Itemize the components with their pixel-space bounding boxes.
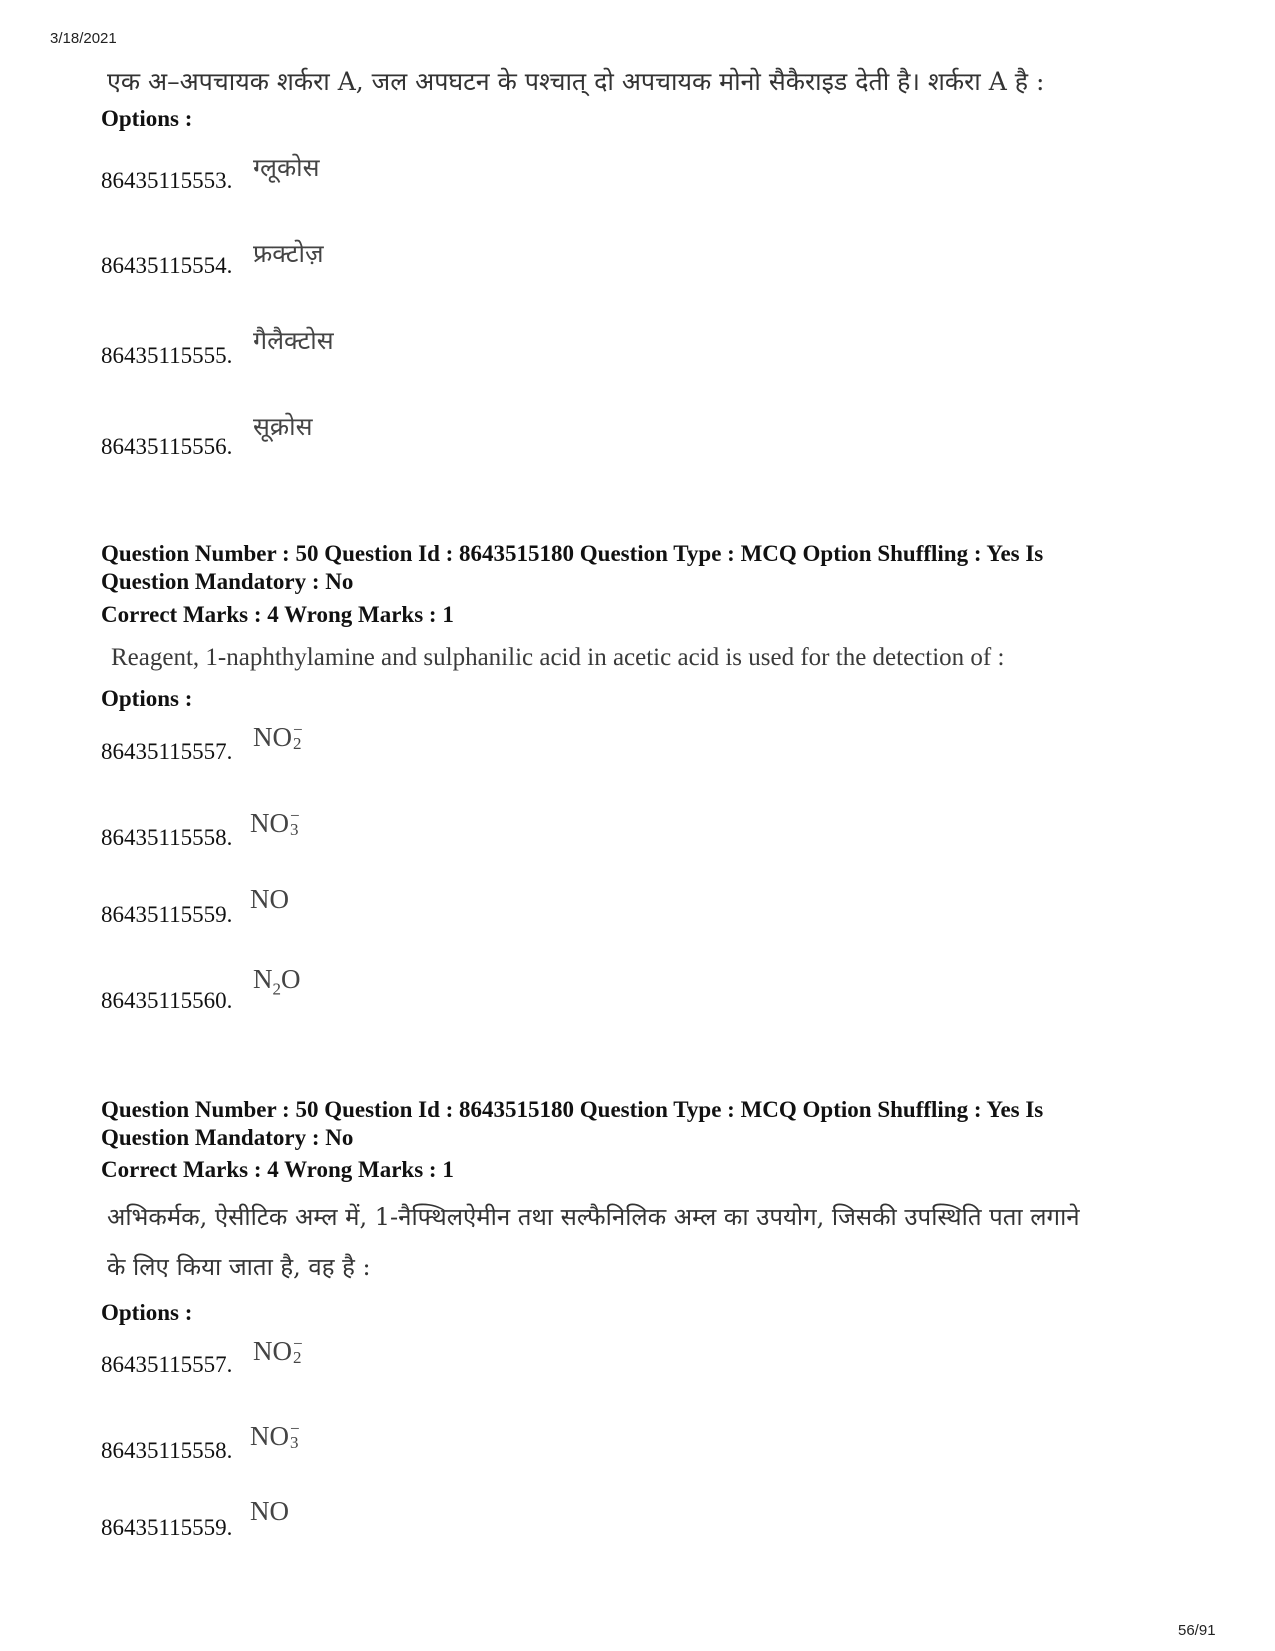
option-formula: NO − 2 [253,1334,303,1367]
option-formula: NO − 3 [250,1419,300,1452]
print-date: 3/18/2021 [50,30,117,47]
option-formula: NO − 2 [253,720,303,753]
option-id: 86435115554. [101,253,233,278]
option-id: 86435115555. [101,343,233,368]
option-id: 86435115553. [101,168,233,193]
options-label: Options : [101,686,193,711]
option-value: ग्लूकोस [253,153,320,182]
option-value: फ्रक्टोज़ [253,239,324,268]
option-formula: NO [250,1496,289,1526]
question-meta: Question Mandatory : No [101,569,354,594]
option-value: सूक्रोस [253,412,313,441]
question-marks: Correct Marks : 4 Wrong Marks : 1 [101,602,454,627]
options-label: Options : [101,1300,193,1325]
question-text: एक अ–अपचायक शर्करा A, जल अपघटन के पश्चात् दो अपचायक मोनो सैकैराइड देती है। शर्करा A है : [107,67,1045,96]
option-id: 86435115559. [101,1515,233,1540]
option-id: 86435115558. [101,1438,233,1463]
question-text: Reagent, 1-naphthylamine and sulphanilic acid in acetic acid is used for the detection of : [111,644,1005,671]
page-number: 56/91 [1178,1622,1216,1639]
option-id: 86435115557. [101,1352,233,1377]
option-formula: $N_2O$ [253,964,301,999]
option-value: गैलैक्टोस [253,326,334,355]
option-formula: NO [250,884,289,914]
option-id: 86435115558. [101,825,233,850]
option-id: 86435115560. [101,988,233,1013]
option-formula: NO − 3 [250,806,300,839]
question-meta: Question Number : 50 Question Id : 8643515180 Question Type : MCQ Option Shuffling : Yes Is [101,541,1044,566]
options-label: Options : [101,106,193,131]
option-id: 86435115556. [101,434,233,459]
option-id: 86435115559. [101,902,233,927]
option-id: 86435115557. [101,739,233,764]
question-meta: Question Mandatory : No [101,1125,354,1150]
question-text: अभिकर्मक, ऐसीटिक अम्ल में, 1-नैफ्थिलऐमीन तथा सल्फैनिलिक अम्ल का उपयोग, जिसकी उपस्थिति पता लगाने [107,1203,1080,1231]
question-meta: Question Number : 50 Question Id : 8643515180 Question Type : MCQ Option Shuffling : Yes Is [101,1097,1044,1122]
question-text: के लिए किया जाता है, वह है : [107,1253,371,1281]
question-marks: Correct Marks : 4 Wrong Marks : 1 [101,1157,454,1182]
